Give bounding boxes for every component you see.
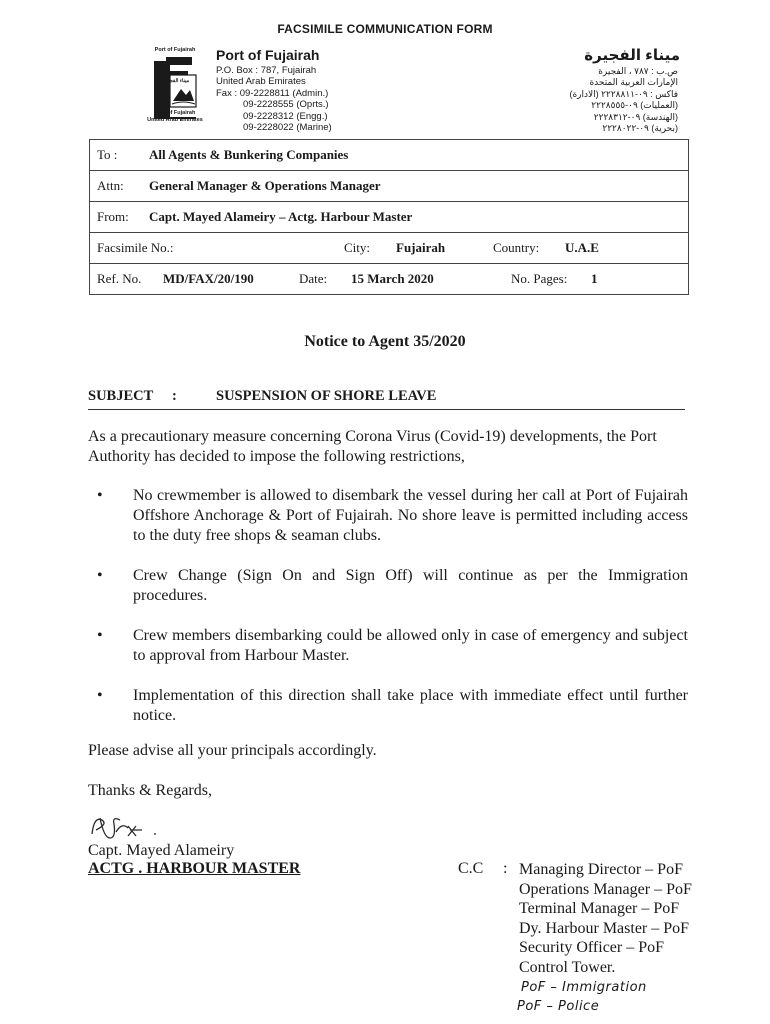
to-value: All Agents & Bunkering Companies	[149, 147, 349, 162]
subject-label: SUBJECT	[88, 388, 154, 404]
cc-recipient: Operations Manager – PoF	[519, 880, 692, 898]
logo-arabic-caption: ميناء الفجيرة	[162, 79, 190, 84]
date-value: 15 March 2020	[351, 271, 434, 286]
address-line: P.O. Box : 787, Fujairah	[216, 65, 317, 76]
notice-title: Notice to Agent 35/2020	[304, 333, 466, 350]
list-item	[88, 566, 688, 606]
cc-recipient: Dy. Harbour Master – PoF	[519, 919, 690, 937]
ref-value: MD/FAX/20/190	[163, 271, 254, 286]
attn-label: Attn:	[97, 178, 124, 193]
port-logo	[140, 47, 210, 131]
cc-colon: :	[503, 860, 508, 877]
pages-value: 1	[591, 271, 598, 286]
bullet: •	[97, 627, 103, 644]
form-title: FACSIMILE COMMUNICATION FORM	[277, 22, 493, 36]
logo-bottom-caption-2: United Arab Emirates	[147, 117, 203, 123]
list-item-text: Implementation of this direction shall take place with immediate effect until further notice.	[133, 687, 688, 724]
cc-recipient: Control Tower.	[519, 958, 616, 976]
cc-recipient: Terminal Manager – PoF	[519, 900, 680, 918]
phone-line: 09-2228555 (Oprts.)	[243, 99, 329, 111]
fax-line: Fax : 09-2228811 (Admin.)	[216, 87, 329, 99]
city-label: City:	[344, 240, 371, 255]
port-name-ar: ميناء الفجيرة	[584, 47, 680, 64]
cc-recipient: Security Officer – PoF	[519, 939, 665, 957]
from-row	[90, 202, 689, 233]
signer-name: Capt. Mayed Alameiry	[88, 842, 235, 859]
list-item	[88, 486, 688, 546]
port-name-en: Port of Fujairah	[216, 47, 320, 63]
city-value: Fujairah	[396, 240, 446, 255]
address-en	[216, 65, 332, 133]
restrictions-list	[88, 486, 688, 746]
from-value: Capt. Mayed Alameiry – Actg. Harbour Master	[149, 209, 413, 224]
cc-recipients	[519, 860, 692, 1017]
attn-row	[90, 171, 689, 202]
bullet: •	[97, 487, 103, 504]
signature-icon	[86, 808, 186, 844]
signer-title: ACTG . HARBOUR MASTER	[88, 860, 301, 877]
cc-handwritten: PoF – Immigration	[521, 979, 647, 995]
from-label: From:	[97, 209, 129, 224]
to-label: To :	[97, 147, 118, 162]
list-item-text: No crewmember is allowed to disembark the vessel during her call at Port of Fujairah Offshore Anchorage & Port of Fujairah. No shore leave is permitted including access to the duty free shops & seaman clubs.	[133, 487, 688, 544]
address-line: United Arab Emirates	[216, 76, 306, 88]
subject-colon: :	[172, 388, 177, 404]
cc-recipient: Managing Director – PoF	[519, 861, 683, 878]
list-item	[88, 686, 688, 726]
address-ar-line: (بحرية) ٠٩-٢٢٢٨٠٢٢	[602, 123, 678, 134]
attn-value: General Manager & Operations Manager	[149, 178, 381, 193]
address-ar-line: (الهندسة) ٠٩-٢٢٢٨٣١٢	[593, 111, 678, 122]
logo-top-caption: Port of Fujairah	[154, 47, 196, 53]
pages-label: No. Pages:	[511, 271, 568, 286]
phone-line: 09-2228312 (Engg.)	[243, 110, 328, 122]
country-label: Country:	[493, 240, 540, 255]
advise-text: Please advise all your principals accordingly.	[88, 742, 377, 759]
cc-handwritten: PoF – Police	[517, 999, 600, 1015]
ref-row	[90, 264, 689, 295]
to-row	[90, 140, 689, 171]
subject-value: SUSPENSION OF SHORE LEAVE	[216, 388, 437, 404]
ref-label: Ref. No.	[97, 271, 142, 286]
intro-paragraph: As a precautionary measure concerning Corona Virus (Covid-19) developments, the Port Authority has decided to impose the following restrictions,	[88, 428, 657, 465]
fax-header-table	[89, 139, 689, 295]
phone-line: 09-2228022 (Marine)	[243, 122, 332, 134]
date-label: Date:	[299, 271, 328, 286]
facsimile-row	[90, 233, 689, 264]
list-item	[88, 626, 688, 666]
closing-text: Thanks & Regards,	[88, 782, 212, 799]
address-ar-line: (العمليات) ٠٩-٢٢٢٨٥٥٥	[591, 100, 678, 111]
fax-label: Facsimile No.:	[97, 240, 174, 255]
bullet: •	[97, 567, 103, 584]
address-ar-line: الإمارات العربية المتحدة	[589, 77, 678, 88]
cc-label: C.C	[458, 860, 484, 877]
country-value: U.A.E	[565, 240, 599, 255]
address-ar-line: فاكس : ٠٩-٢٢٢٨٨١١ (الادارة)	[569, 88, 678, 99]
address-ar	[569, 66, 678, 134]
address-ar-line: ص.ب : ٧٨٧ ، الفجيرة	[598, 66, 678, 76]
bullet: •	[97, 687, 103, 704]
logo-bottom-caption: Port of Fujairah	[154, 110, 196, 116]
list-item-text: Crew members disembarking could be allowed only in case of emergency and subject to approval from Harbour Master.	[133, 627, 688, 664]
subject-line	[88, 388, 685, 410]
list-item-text: Crew Change (Sign On and Sign Off) will continue as per the Immigration procedures.	[133, 567, 688, 604]
